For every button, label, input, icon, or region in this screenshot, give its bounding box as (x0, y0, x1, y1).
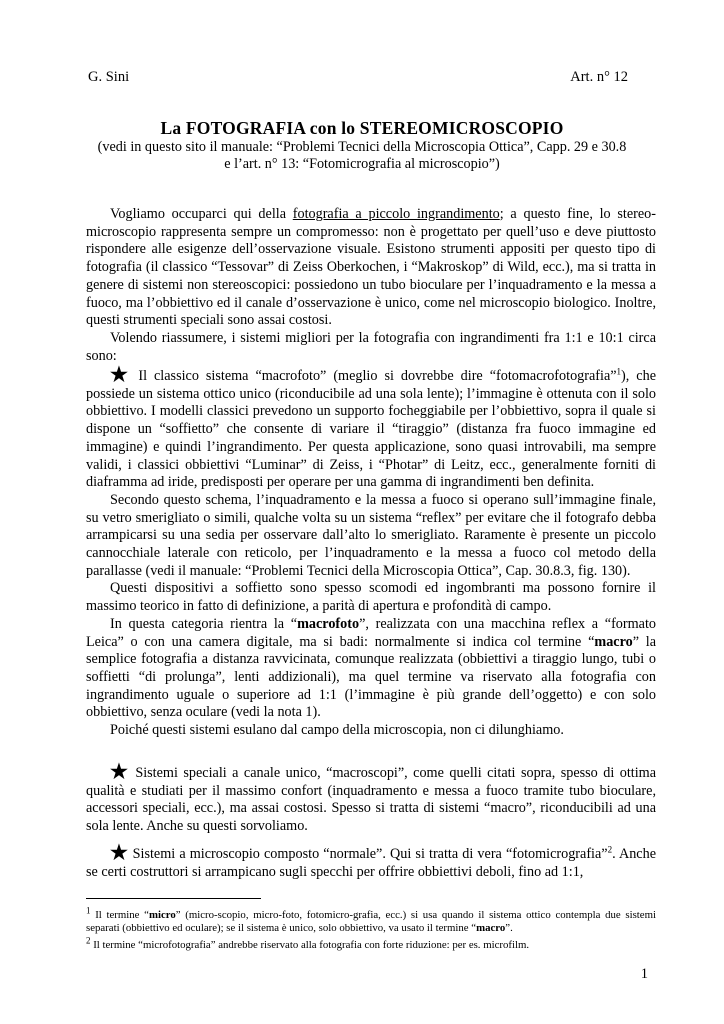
page-number: 1 (640, 966, 648, 982)
text-run: Vogliamo occuparci qui della (110, 206, 293, 222)
text-run: Sistemi speciali a canale unico, “macroscopi”, come quelli citati sopra, spesso di ottima qualità e studiati per il massimo confort (inquadramento e messa a fuoco tramite tubo bioculare, accessori speciali, ecc.), ma assai costosi. Spesso si tratta di sistemi “macro”, riconducibili ad una sola lente. Anche su questi sorvoliamo. (86, 765, 656, 835)
text-run: ” la semplice fotografia a distanza ravvicinata, comunque realizzata (obbiettivi a tiraggio lungo, tubi o soffietti “di prolunga”, lenti addizionali), ma quel termine va riservato alla fotografia con ingrandimento uguale o superiore ad 1:1 (l’immagine è più grande dell’oggetto) e con solo obbiettivo, senza oculare (vedi la nota 1). (86, 633, 656, 721)
paragraph-intro (86, 206, 656, 330)
paragraph-conclusion: Poiché questi sistemi esulano dal campo della microscopia, non ci dilunghiamo. (110, 722, 564, 739)
footnote-number: 1 (86, 905, 91, 916)
footnote-ref-1: 1 (616, 366, 622, 377)
star-bullet-icon: ★ (110, 842, 129, 864)
body-block-1 (86, 206, 656, 365)
subtitle-line-1: (vedi in questo sito il manuale: “Problemi Tecnici della Microscopia Ottica”, Capp. 29 e 30.8 (97, 139, 627, 155)
document-subtitle (0, 139, 724, 173)
bullet-macroscopi (86, 761, 656, 836)
footnote-1 (86, 905, 656, 934)
footnote-2 (86, 935, 656, 952)
text-run: Sistemi a microscopio composto “normale”. Qui si tratta di vera “fotomicrografia” (128, 846, 608, 862)
subtitle-line-2: e l’art. n° 13: “Fotomicrografia al microscopio”) (224, 156, 500, 172)
bold-term-macrofoto: macrofoto (297, 615, 360, 632)
header-article-number: Art. n° 12 (570, 69, 628, 85)
footnote-divider (86, 898, 261, 899)
star-bullet-icon: ★ (110, 761, 130, 783)
paragraph-bellows: Questi dispositivi a soffietto sono spesso scomodi ed ingombranti ma possono fornire il massimo teorico in fatto di definizione, a parità di apertura e profondità di campo. (86, 580, 656, 615)
bullet-microscopio (86, 842, 656, 881)
text-run: Il termine “microfotografia” andrebbe riservato alla fotografia con forte riduzione: per es. microfilm. (90, 939, 530, 951)
text-run: ” (micro-scopio, micro-foto, fotomicro-grafia, ecc.) si usa quando il sistema ottico contempla due sistemi separati (obbiettivo ed oculare); se il sistema è unico, solo obbiettivo, va usato il termine “ (86, 909, 656, 934)
bold-term-macro: macro (476, 921, 506, 934)
text-run: ”, realizzata con una macchina reflex a “formato Leica” o con una camera digitale, ma si badi: normalmente si indica col termine “ (86, 615, 656, 650)
bullet-macrofoto (86, 364, 656, 492)
header-author: G. Sini (88, 69, 130, 85)
document-title: La FOTOGRAFIA con lo STEREOMICROSCOPIO (160, 118, 564, 138)
paragraph-category (86, 616, 656, 722)
text-run: ), che possiede un sistema ottico unico (riconducibile ad una sola lente); l’immagine è ottenuta con il solo obbiettivo. I modelli classici prevedono un supporto focheggiabile per l’obbiettivo, sopra il quale si dispone un “soffietto” che consente di variare il “tiraggio” (distanza fra fuoco immagine ed immagine) e quindi l’ingrandimento. Per questa applicazione, sono quasi introvabili, ma sempre validi, i classici obbiettivi “Luminar” di Zeiss, i “Photar” di Leitz, ecc., generalmente forniti di diaframma ad iride, predisposti per operare per una gamma di ingrandimenti ben definita. (86, 368, 656, 491)
paragraph-summary: Volendo riassumere, i sistemi migliori per la fotografia con ingrandimenti fra 1:1 e 10:1 circa sono: (86, 329, 656, 364)
footnote-number: 2 (86, 935, 91, 946)
bold-term-micro: micro (148, 909, 176, 921)
bold-term-macro: macro (594, 633, 633, 650)
body-block-2 (86, 364, 656, 740)
star-bullet-icon: ★ (110, 364, 132, 386)
paragraph-scheme: Secondo questo schema, l’inquadramento e la messa a fuoco si operano sull’immagine finale, su vetro smerigliato o simili, qualche volta su un sistema “reflex” per evitare che il fotografo debba arrampicarsi su una sedia per osservare dall’alto lo smerigliato. Raramente è presente un piccolo cannocchiale laterale con reticolo, per l’inquadramento e la messa a fuoco col metodo della parallasse (vedi il manuale: “Problemi Tecnici della Microscopia Ottica”, Cap. 30.8.3, fig. 130). (86, 491, 656, 579)
text-run: In questa categoria rientra la “ (110, 615, 298, 632)
body-block-4 (86, 842, 656, 881)
text-run: ; a questo fine, lo stereo-microscopio rappresenta sempre un compromesso: non è progettato per quell’uso e deve piuttosto rispondere alle esigenze dell’osservazione visuale. Esistono strumenti appositi per questo tipo di fotografia (il classico “Tessovar” di Zeiss Oberkochen, i “Makroskop” di Wild, ecc.), ma si tratta in genere di sistemi non stereoscopici: possiedono un tubo bioculare per l’inquadramento e la messa a fuoco, ma l’obbiettivo ed il canale d’osservazione è unico, come nel microscopio biologico. Inoltre, questi strumenti speciali sono assai costosi. (86, 206, 656, 329)
text-run: . Anche se certi costruttori si arrampicano sugli specchi per offrire obbiettivi deboli, fino ad 1:1, (86, 846, 656, 880)
body-block-3 (86, 761, 656, 836)
footnote-ref-2: 2 (607, 844, 613, 855)
text-run: Il classico sistema “macrofoto” (meglio si dovrebbe dire “fotomacrofotografia” (131, 368, 617, 384)
text-run: Il termine “ (90, 909, 149, 921)
underlined-phrase: fotografia a piccolo ingrandimento (292, 206, 500, 222)
text-run: ”. (505, 921, 513, 934)
